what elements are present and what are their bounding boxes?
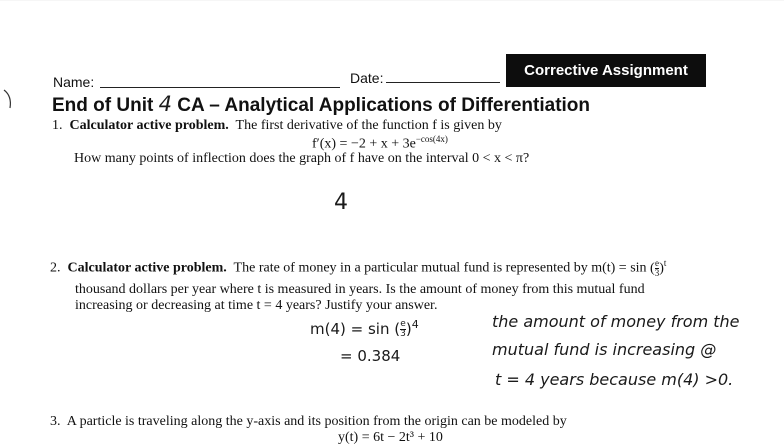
problem-2-answer-line3: t = 4 years because m(4) >0. — [495, 370, 734, 389]
problem-1-number: 1. — [52, 118, 63, 133]
problem-2-text: The rate of money in a particular mutual fund is represented by m(t) = sin — [233, 260, 647, 276]
title-suffix: CA – Analytical Applications of Differentiation — [171, 95, 591, 116]
problem-2-work-line2: = 0.384 — [340, 347, 401, 365]
problem-3-number: 3. — [50, 414, 61, 429]
problem-2-line2: thousand dollars per year where t is measured in years. Is the amount of money from this mutual fund — [75, 282, 645, 297]
problem-2-line3: increasing or decreasing at time t = 4 years? Justify your answer. — [75, 298, 438, 313]
name-label: Name: — [53, 74, 95, 90]
title-unit-handwritten: 4 — [158, 92, 172, 116]
problem-1-answer: 4 — [334, 190, 348, 215]
problem-1-lead: Calculator active problem. — [69, 118, 229, 133]
problem-2-answer-line1: the amount of money from the — [492, 312, 740, 331]
problem-1-formula: $f'(x) = -2 + x + 3e^{-cos(4x)}$ — [312, 134, 448, 152]
problem-1-question: How many points of inflection does the graph of f have on the interval 0 < x < π? — [74, 151, 530, 166]
corrective-assignment-badge: Corrective Assignment — [506, 54, 706, 87]
problem-2-work-line1: m(4) = sin ( $\frac{e}{3}$ )$^4$ — [310, 318, 419, 339]
edge-mark — [4, 90, 10, 108]
problem-2-statement: 2. Calculator active problem. The rate of money in a particular mutual fund is represented by m(t) = sin ( $\frac{e}{3}$ )$^t$ — [50, 257, 667, 278]
problem-2-answer-line2: mutual fund is increasing @ — [492, 340, 717, 359]
problem-2-paren-fraction: ( $\frac{e}{3}$ ) — [650, 257, 664, 278]
problem-3-text: A particle is traveling along the y-axis and its position from the origin can be modeled by — [66, 414, 567, 429]
problem-2-lead: Calculator active problem. — [67, 260, 227, 276]
problem-1-text: The first derivative of the function f is given by — [235, 118, 502, 133]
problem-2-number: 2. — [50, 260, 61, 276]
title-prefix: End of Unit — [52, 95, 159, 116]
problem-3-formula: y(t) = 6t − 2t³ + 10 — [338, 430, 443, 445]
date-label: Date: — [350, 70, 384, 86]
